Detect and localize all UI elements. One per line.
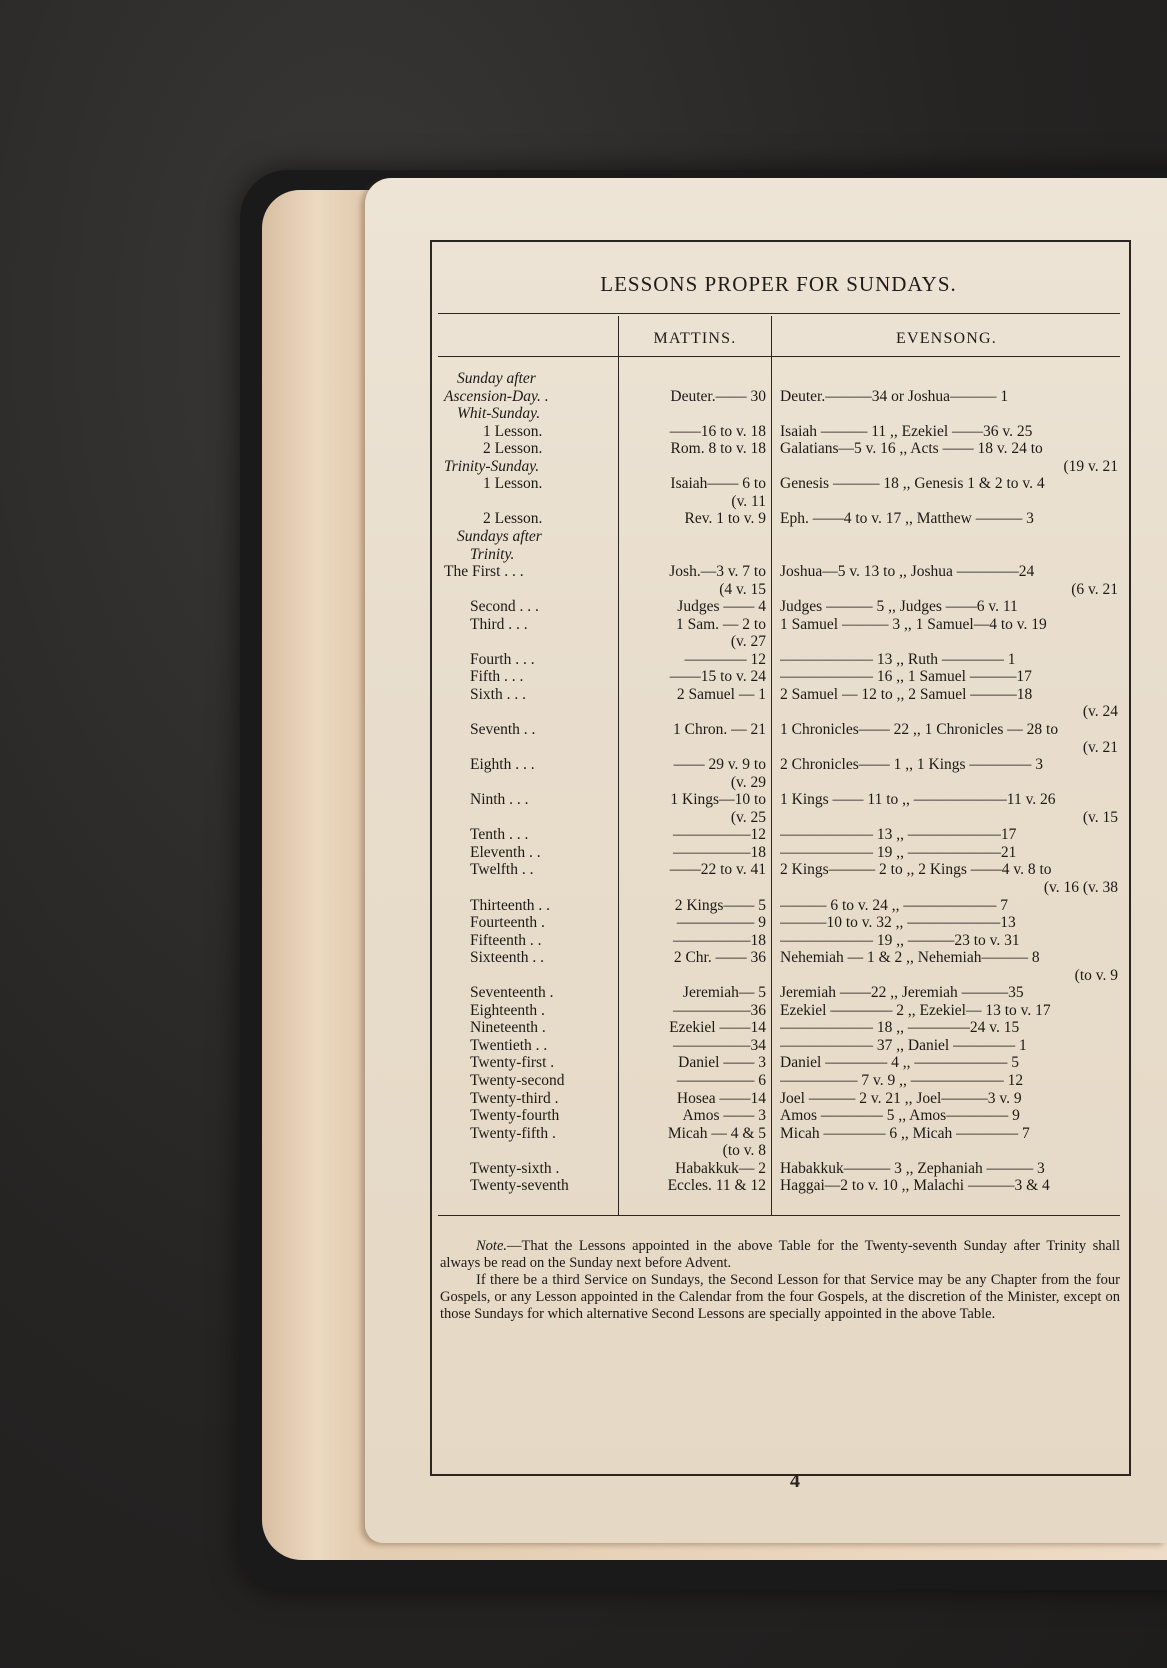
mattins-cell: Eccles. 11 & 12 (667, 1177, 766, 1195)
mattins-cell: ————— 6 (676, 1072, 766, 1089)
sunday-label: Trinity. (470, 545, 515, 563)
evensong-cell: (v. 24 (1082, 703, 1118, 721)
evensong-cell: (to v. 9 (1074, 966, 1118, 984)
evensong-cell: —————— 13 ,, Ruth ———— 1 (780, 650, 1016, 668)
evensong-cell: Habakkuk——— 3 ,, Zephaniah ——— 3 (780, 1159, 1045, 1177)
evensong-cell: Galatians—5 v. 16 ,, Acts —— 18 v. 24 to (780, 440, 1043, 458)
mattins-cell: Jeremiah— 5 (682, 984, 766, 1002)
sunday-label: Eleventh . . (470, 843, 541, 861)
mattins-cell: Amos —— 3 (682, 1107, 766, 1125)
mattins-cell: (v. 27 (730, 633, 766, 651)
sunday-label: Seventh . . (470, 721, 536, 738)
evensong-cell: Nehemiah — 1 & 2 ,, Nehemiah——— 8 (780, 949, 1040, 967)
sunday-label: 1 Lesson. (483, 422, 543, 440)
sunday-label: Twentieth . . (470, 1036, 548, 1054)
evensong-cell: —————— 19 ,, ———23 to v. 31 (780, 931, 1020, 949)
mattins-cell: Josh.—3 v. 7 to (669, 563, 766, 581)
mattins-cell: —————36 (673, 1001, 766, 1019)
evensong-cell: Eph. ——4 to v. 17 ,, Matthew ——— 3 (780, 510, 1034, 528)
sunday-label: Twenty-fourth (470, 1107, 560, 1125)
sunday-label: 1 Lesson. (483, 475, 543, 493)
sunday-label: Sixth . . . (470, 685, 526, 703)
mattins-cell: —————34 (673, 1036, 766, 1054)
mattins-cell: (to v. 8 (722, 1142, 766, 1160)
evensong-cell: Isaiah ——— 11 ,, Ezekiel ——36 v. 25 (780, 422, 1033, 440)
mattins-cell: 2 Samuel — 1 (676, 685, 766, 703)
sunday-label: Sixteenth . . (470, 949, 545, 967)
sunday-label: Twenty-first . (470, 1054, 555, 1072)
evensong-cell: 2 Kings——— 2 to ,, 2 Kings ——4 v. 8 to (780, 861, 1052, 879)
sunday-label: Twenty-fifth . (470, 1124, 556, 1142)
header-rule (438, 356, 1120, 357)
evensong-cell: Judges ——— 5 ,, Judges ——6 v. 11 (780, 598, 1018, 616)
note-block (440, 1238, 1120, 1323)
sunday-label: Seventeenth . (470, 984, 554, 1002)
sunday-label: Trinity-Sunday. (444, 457, 540, 475)
evensong-cell: Amos ———— 5 ,, Amos———— 9 (780, 1107, 1020, 1125)
page-number: 4 (790, 1470, 800, 1492)
evensong-cell: —————— 18 ,, ————24 v. 15 (780, 1019, 1020, 1037)
mattins-header: MATTINS. (653, 330, 737, 347)
mattins-cell: —————12 (673, 826, 766, 844)
note-paragraph-1: —That the Lessons appointed in the above Table for the Twenty-seventh Sunday after Trinity shall always be read on the Sunday next before Advent. (440, 1238, 1120, 1271)
mattins-cell: Daniel —— 3 (678, 1054, 766, 1072)
evensong-cell: —————— 19 ,, ——————21 (780, 843, 1017, 861)
evensong-cell: —————— 13 ,, ——————17 (780, 826, 1017, 844)
sunday-label: Whit-Sunday. (457, 405, 541, 423)
sunday-label: The First . . . (444, 563, 524, 581)
mattins-cell: Deuter.—— 30 (670, 387, 766, 405)
evensong-cell: (v. 21 (1082, 738, 1118, 756)
evensong-cell: Haggai—2 to v. 10 ,, Malachi ———3 & 4 (780, 1177, 1050, 1195)
mattins-cell: Judges —— 4 (677, 598, 766, 616)
sunday-label: Twenty-second (470, 1072, 565, 1089)
evensong-cell: ——— 6 to v. 24 ,, —————— 7 (780, 896, 1009, 914)
sunday-label: Sunday after (457, 370, 536, 387)
sunday-label: Thirteenth . . (470, 896, 551, 914)
mattins-cell: Hosea ——14 (676, 1089, 766, 1107)
mattins-cell: 2 Kings—— 5 (674, 896, 766, 914)
mattins-cell: 1 Kings—10 to (670, 791, 766, 809)
sunday-label: Eighteenth . (470, 1001, 545, 1019)
mattins-cell: —————18 (673, 843, 766, 861)
mattins-cell: ——22 to v. 41 (669, 861, 766, 879)
sunday-label: Eighth . . . (470, 756, 535, 774)
evensong-cell: Ezekiel ———— 2 ,, Ezekiel— 13 to v. 17 (780, 1001, 1051, 1019)
mattins-cell: 1 Sam. — 2 to (676, 615, 766, 633)
sunday-label: 2 Lesson. (483, 510, 543, 528)
column-divider-left (618, 316, 619, 1216)
sunday-label: Nineteenth . (470, 1019, 546, 1037)
mattins-cell: —— 29 v. 9 to (673, 756, 766, 774)
mattins-cell: Rev. 1 to v. 9 (684, 510, 766, 528)
mattins-cell: 1 Chron. — 21 (673, 721, 766, 738)
mattins-cell: ————— 9 (676, 914, 766, 932)
evensong-cell: Daniel ———— 4 ,, —————— 5 (780, 1054, 1019, 1072)
sunday-label: Twenty-third . (470, 1089, 559, 1107)
mattins-cell: (v. 25 (730, 808, 766, 826)
mattins-cell: ——15 to v. 24 (669, 668, 766, 686)
evensong-cell: Micah ———— 6 ,, Micah ———— 7 (780, 1124, 1030, 1142)
evensong-cell: Jeremiah ——22 ,, Jeremiah ———35 (780, 984, 1024, 1002)
mattins-cell: (v. 29 (730, 773, 766, 791)
evensong-cell: —————— 37 ,, Daniel ———— 1 (780, 1036, 1027, 1054)
sunday-label: 2 Lesson. (483, 440, 543, 458)
evensong-cell: Genesis ——— 18 ,, Genesis 1 & 2 to v. 4 (780, 475, 1045, 493)
mattins-cell: (v. 11 (731, 492, 766, 510)
sunday-label: Third . . . (470, 615, 528, 633)
mattins-cell: ——16 to v. 18 (669, 422, 766, 440)
sunday-label: Ascension-Day. . (444, 387, 549, 405)
sunday-label: Fourteenth . (470, 914, 545, 932)
title-rule (438, 313, 1120, 314)
sunday-label: Ninth . . . (470, 791, 529, 809)
mattins-cell: ———— 12 (684, 650, 766, 668)
note-paragraph-2: If there be a third Service on Sundays, the Second Lesson for that Service may be any Chapter from the four Gospels, or any Lesson appointed in the Calendar from the four Gospels, at the discretion of the Minister, except on those Sundays for which alternative Second Lessons are specially appointed in the above Table. (440, 1272, 1120, 1322)
mattins-cell: 2 Chr. —— 36 (673, 949, 766, 967)
table-bottom-rule (438, 1215, 1120, 1216)
evensong-cell: (6 v. 21 (1071, 580, 1118, 598)
sunday-label: Second . . . (470, 598, 539, 616)
sunday-label: Twenty-seventh (470, 1177, 569, 1195)
evensong-cell: 1 Samuel ——— 3 ,, 1 Samuel—4 to v. 19 (780, 615, 1047, 633)
evensong-cell: 1 Chronicles—— 22 ,, 1 Chronicles — 28 to (780, 721, 1059, 738)
evensong-cell: 1 Kings —— 11 to ,, ——————11 v. 26 (780, 791, 1056, 809)
column-divider-right (771, 316, 772, 1216)
mattins-cell: Isaiah—— 6 to (670, 475, 766, 493)
mattins-cell: (4 v. 15 (719, 580, 766, 598)
evensong-cell: 2 Chronicles—— 1 ,, 1 Kings ———— 3 (780, 756, 1044, 774)
evensong-cell: 2 Samuel — 12 to ,, 2 Samuel ———18 (780, 685, 1033, 703)
page-title: LESSONS PROPER FOR SUNDAYS. (600, 272, 957, 296)
mattins-cell: Micah — 4 & 5 (667, 1124, 766, 1142)
evensong-cell: ———10 to v. 32 ,, ——————13 (780, 914, 1016, 932)
sunday-label: Fifth . . . (470, 668, 524, 686)
mattins-cell: Ezekiel ——14 (669, 1019, 766, 1037)
evensong-cell: (v. 15 (1082, 808, 1118, 826)
mattins-cell: —————18 (673, 931, 766, 949)
mattins-cell: Habakkuk— 2 (675, 1159, 766, 1177)
evensong-cell: Joel ——— 2 v. 21 ,, Joel———3 v. 9 (780, 1089, 1022, 1107)
sunday-label: Twelfth . . (470, 861, 534, 879)
evensong-header: EVENSONG. (895, 330, 998, 347)
evensong-cell: (v. 16 (v. 38 (1043, 878, 1118, 896)
sunday-label: Fifteenth . . (470, 931, 542, 949)
mattins-cell: Rom. 8 to v. 18 (670, 440, 766, 458)
evensong-cell: (19 v. 21 (1063, 457, 1118, 475)
evensong-cell: ————— 7 v. 9 ,, —————— 12 (780, 1072, 1024, 1089)
evensong-cell: —————— 16 ,, 1 Samuel ———17 (780, 668, 1032, 686)
evensong-cell: Deuter.———34 or Joshua——— 1 (780, 387, 1009, 405)
evensong-cell: Joshua—5 v. 13 to ,, Joshua ————24 (780, 563, 1035, 581)
sunday-label: Fourth . . . (470, 650, 535, 668)
note-lead: Note. (476, 1238, 508, 1254)
sunday-label: Twenty-sixth . (470, 1159, 560, 1177)
sunday-label: Tenth . . . (470, 826, 529, 844)
sunday-label: Sundays after (457, 527, 542, 545)
